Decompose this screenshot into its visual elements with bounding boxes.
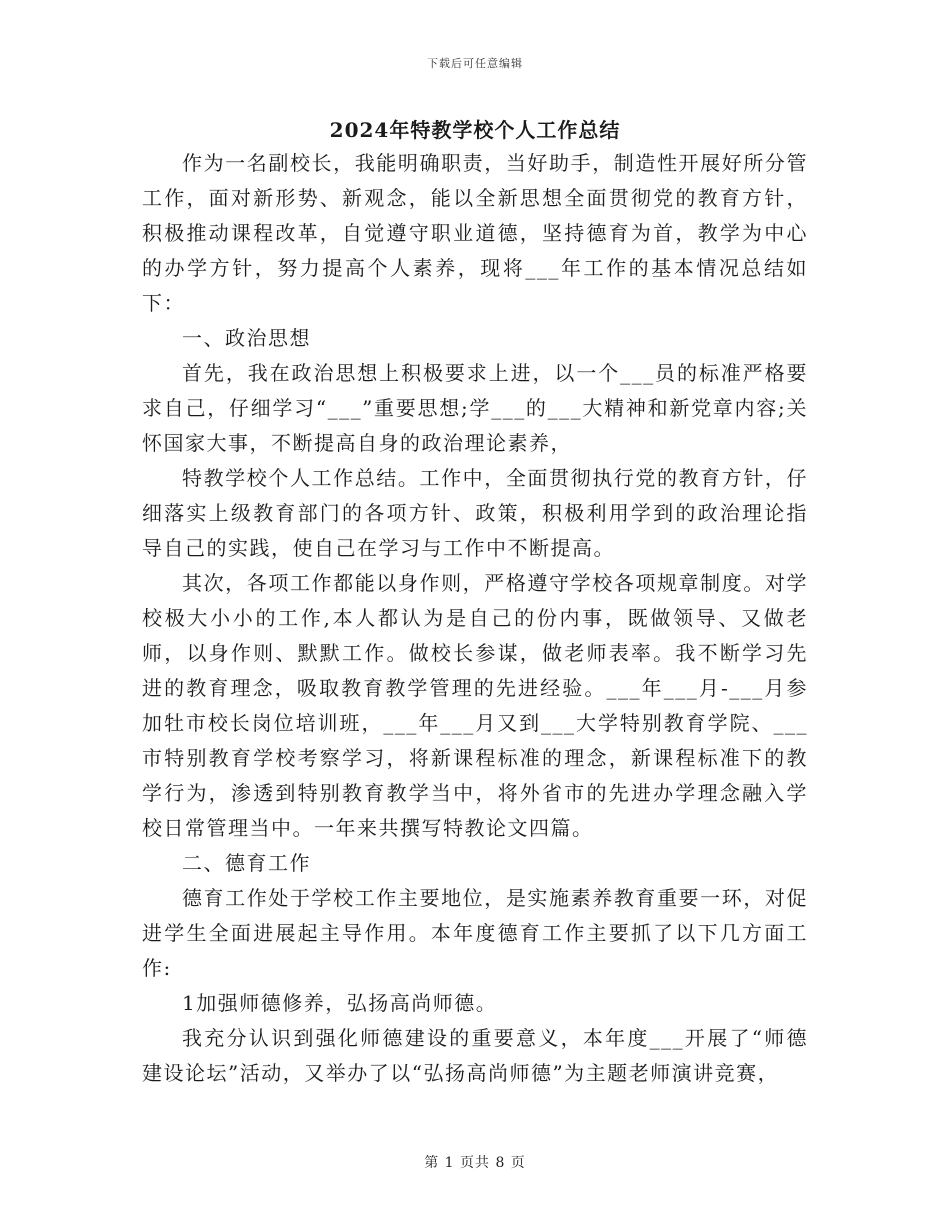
paragraph-intro: 作为一名副校长，我能明确职责，当好助手，制造性开展好所分管工作，面对新形势、新观念，能以全新思想全面贯彻党的教育方针，积极推动课程改革，自觉遵守职业道德，坚持德育为首，教学为中心的办学方针，努力提高个人素养，现将___年工作的基本情况总结如下： — [142, 151, 808, 315]
page-number: 第 1 页共 8 页 — [424, 1155, 526, 1171]
subheading-teacher-ethics: 1加强师德修养，弘扬高尚师德。 — [182, 991, 498, 1015]
section-heading-politics: 一、政治思想 — [182, 326, 311, 350]
document-body — [142, 146, 808, 1091]
section-heading-moral: 二、德育工作 — [182, 851, 311, 875]
paragraph-moral-intro: 德育工作处于学校工作主要地位，是实施素养教育重要一环，对促进学生全面进展起主导作用。本年度德育工作主要抓了以下几方面工作: — [142, 886, 808, 980]
paragraph-politics-second: 其次，各项工作都能以身作则，严格遵守学校各项规章制度。对学校极大小小的工作,本人都认为是自己的份内事，既做领导、又做老师，以身作则、默默工作。做校长参谋，做老师表率。我不断学习先进的教育理念，吸取教育教学管理的先进经验。___年___月-___月参加牡市校长岗位培训班，___年___月又到___大学特别教育学院、___市特别教育学校考察学习，将新课程标准的理念，新课程标准下的教学行为，渗透到特别教育教学当中，将外省市的先进办学理念融入学校日常管理当中。一年来共撰写特教论文四篇。 — [142, 571, 808, 840]
paragraph-politics-summary: 特教学校个人工作总结。工作中，全面贯彻执行党的教育方针，仔细落实上级教育部门的各项方针、政策，积极利用学到的政治理论指导自己的实践，使自己在学习与工作中不断提高。 — [142, 466, 808, 560]
paragraph-teacher-ethics: 我充分认识到强化师德建设的重要意义，本年度___开展了“师德建设论坛”活动，又举办了以“弘扬高尚师德”为主题老师演讲竞赛， — [142, 1026, 808, 1085]
download-note: 下载后可任意编辑 — [427, 57, 523, 70]
document-title: 2024年特教学校个人工作总结 — [329, 118, 621, 142]
paragraph-politics-first: 首先，我在政治思想上积极要求上进，以一个___员的标准严格要求自己，仔细学习“___”重要思想;学___的___大精神和新党章内容;关怀国家大事，不断提高自身的政治理论素养， — [142, 361, 808, 455]
